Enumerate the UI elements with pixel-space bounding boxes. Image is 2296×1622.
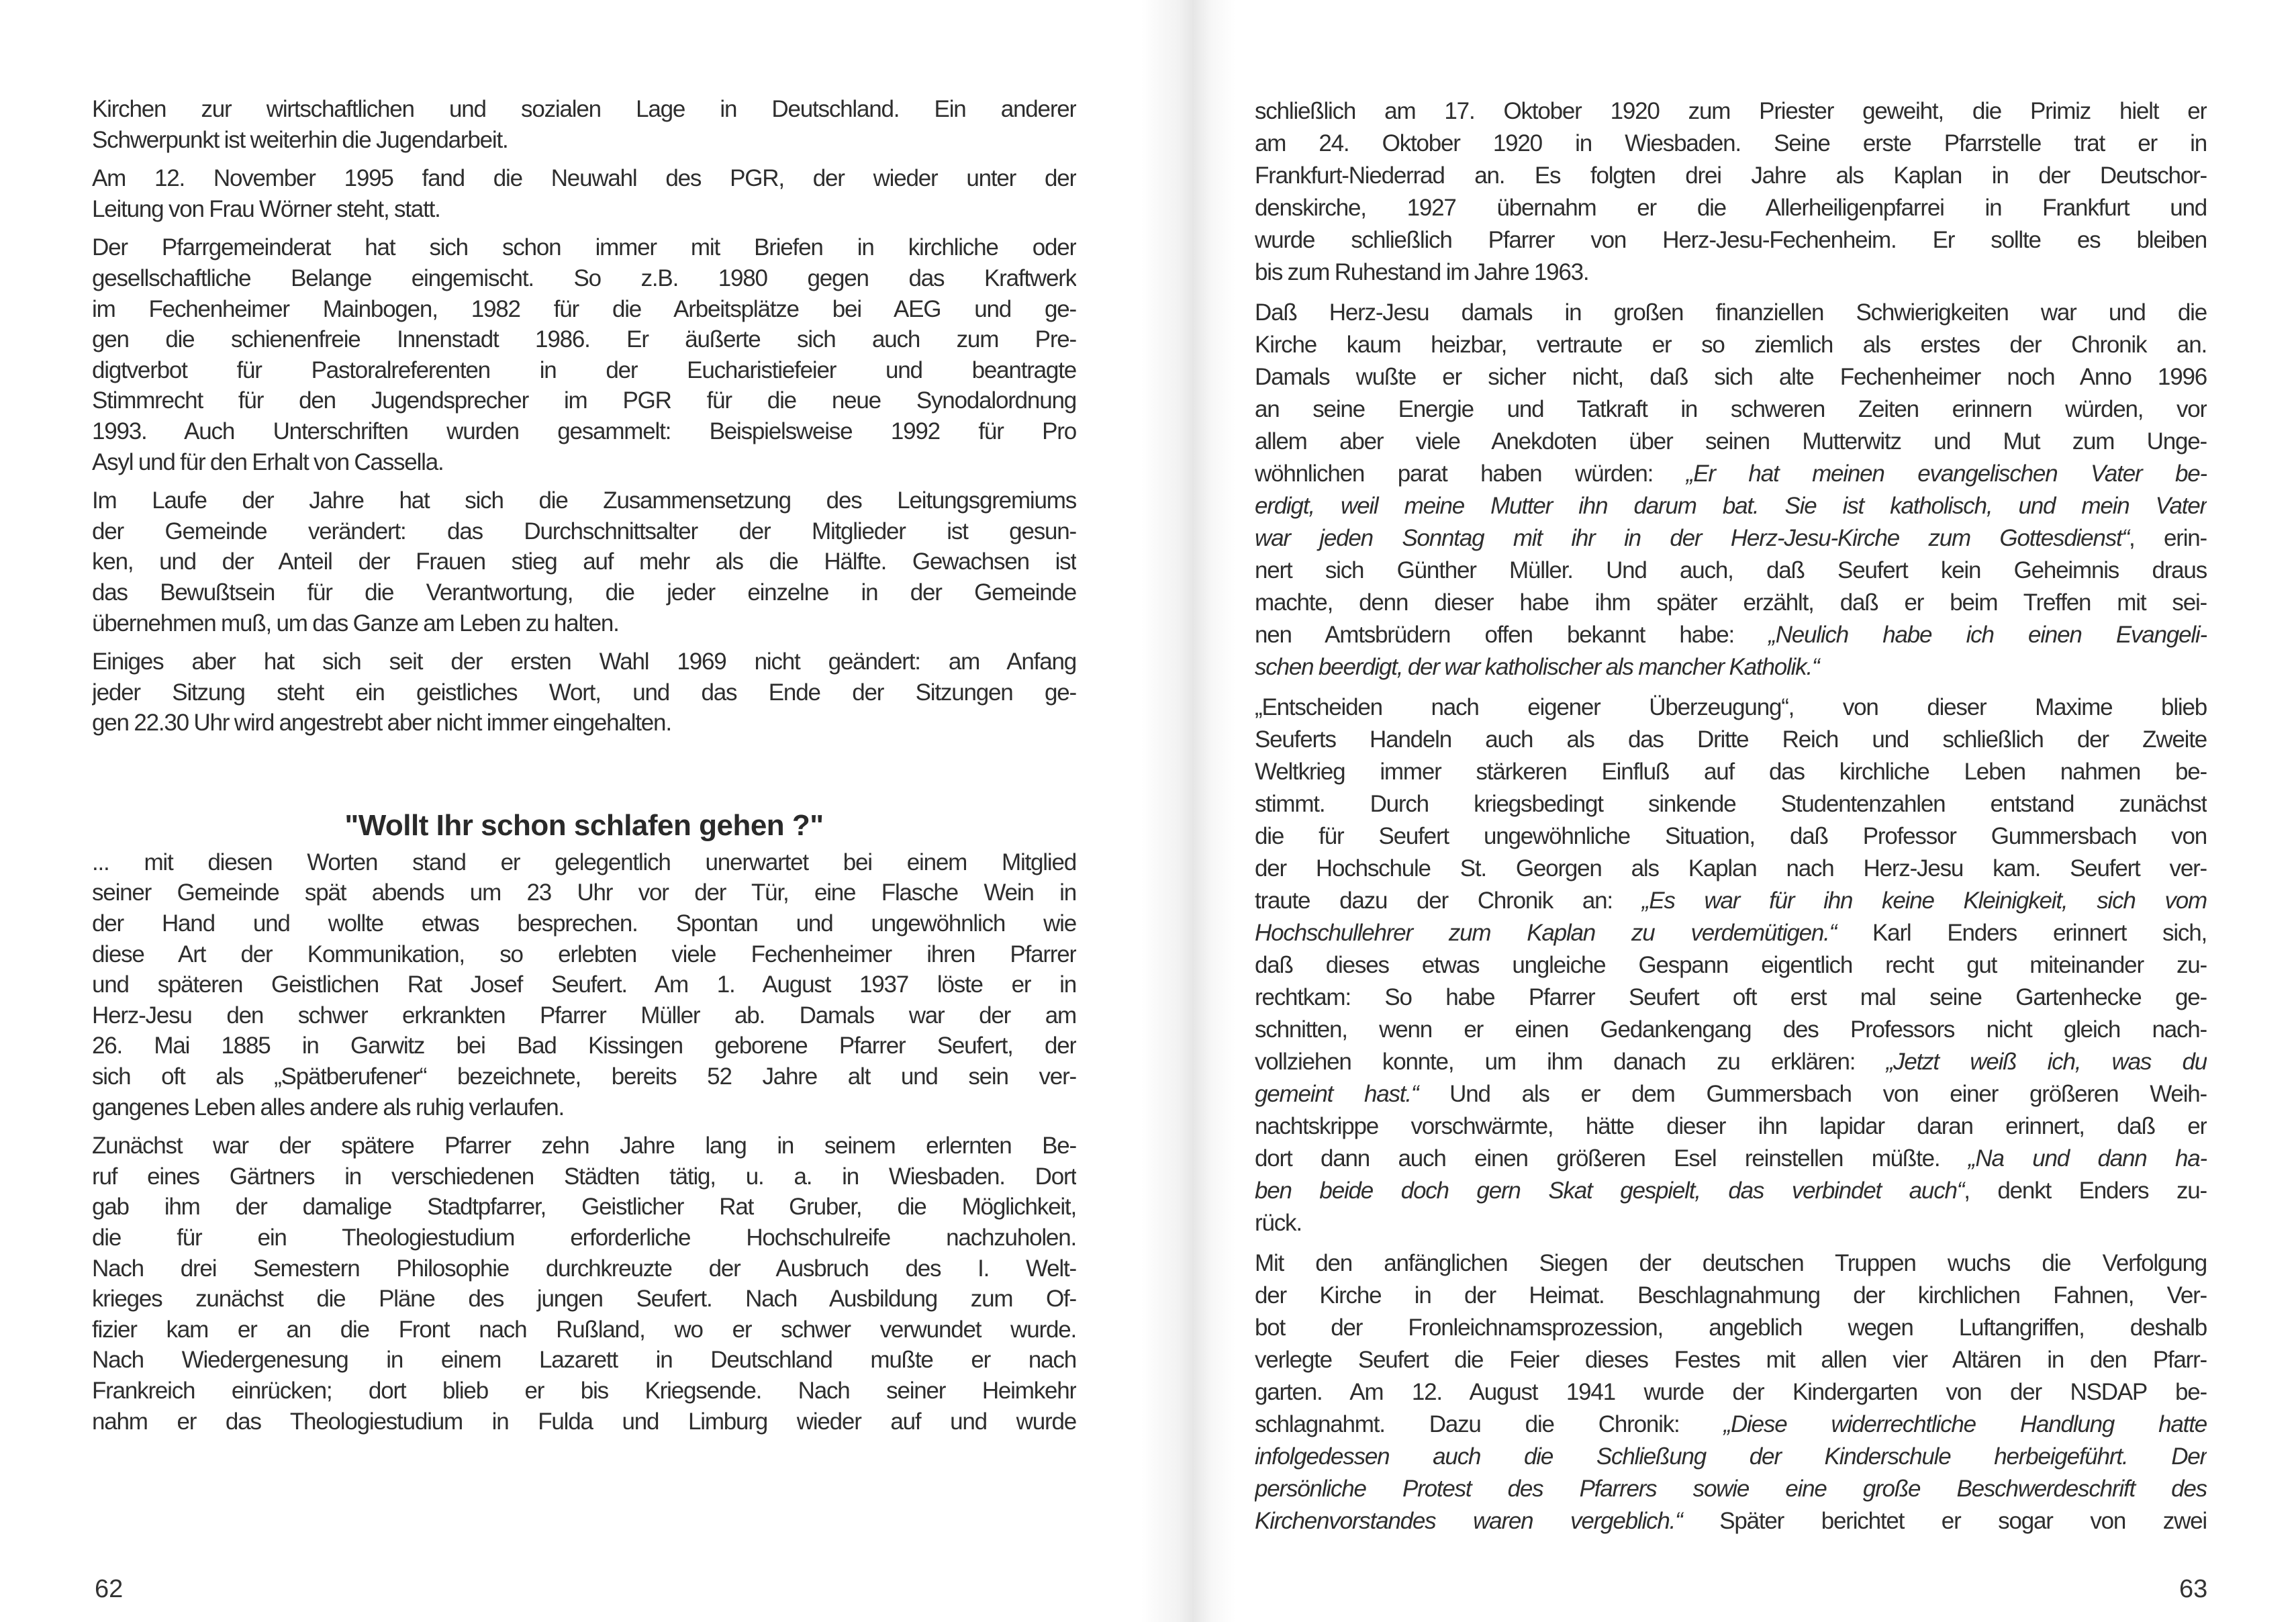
text-line: verlegte Seufert die Feier dieses Festes mit allen vier Altären in den Pfarr- [1255,1347,2207,1373]
text-line: Kirchen zur wirtschaftlichen und sozialen Lage in Deutschland. Ein anderer [92,96,1076,122]
text-line: 1993. Auch Unterschriften wurden gesammelt: Beispielsweise 1992 für Pro [92,418,1076,444]
text-line [1255,490,2207,522]
text-line: Herz-Jesu den schwer erkrankten Pfarrer Müller ab. Damals war der am [92,1002,1076,1029]
text-line: Damals wußte er sicher nicht, daß sich alte Fechenheimer noch Anno 1996 [1255,364,2207,390]
text-line: Daß Herz-Jesu damals in großen finanziellen Schwierigkeiten war und die [1255,299,2207,326]
text-line: gen die schienenfreie Innenstadt 1986. Er äußerte sich auch zum Pre- [92,326,1076,353]
text-line: wurde schließlich Pfarrer von Herz-Jesu-Fechenheim. Er sollte es bleiben [1255,227,2207,253]
text-line: Im Laufe der Jahre hat sich die Zusammensetzung des Leitungsgremiums [92,487,1076,514]
quoted-chronicle-text: persönliche Protest des Pfarrers sowie eine große Beschwerdeschrift des [1255,1476,2207,1502]
paragraph [92,163,1076,224]
text-line: Zunächst war der spätere Pfarrer zehn Jahre lang in seinem erlernten Be- [92,1133,1076,1159]
text-line: jeder Sitzung steht ein geistliches Wort, und das Ende der Sitzungen ge- [92,679,1076,706]
text-line: das Bewußtsein für die Verantwortung, die jeder einzelne in der Gemeinde [92,579,1076,606]
paragraph [92,847,1076,1123]
text-line: denskirche, 1927 übernahm er die Allerheiligenpfarrei in Frankfurt und [1255,195,2207,221]
text-line: nahm er das Theologiestudium in Fulda und Limburg wieder auf und wurde [92,1408,1076,1435]
quoted-chronicle-text: Hochschullehrer zum Kaplan zu verdemütigen.“ [1255,920,1837,946]
text-line: die für Seufert ungewöhnliche Situation, daß Professor Gummersbach von [1255,823,2207,849]
text-line: Seuferts Handeln auch als das Dritte Reich und schließlich der Zweite [1255,726,2207,753]
quoted-chronicle-text: „Es war für ihn keine Kleinigkeit, sich vom [1641,888,2207,914]
left-page [0,0,1141,1622]
text-line: ken, und der Anteil der Frauen stieg auf mehr als die Hälfte. Gewachsen ist [92,548,1076,575]
quoted-chronicle-text: erdigt, weil meine Mutter ihn darum bat. Sie ist katholisch, und mein Vater [1255,493,2207,519]
text-line: diese Art der Kommunikation, so erlebten viele Fechenheimer ihren Pfarrer [92,941,1076,967]
right-page-text [1255,95,2207,1545]
quoted-chronicle-text: „Jetzt weiß ich, was du [1886,1049,2207,1075]
text-line: gangenes Leben alles andere als ruhig verlaufen. [92,1094,565,1120]
text-line: 26. Mai 1885 in Garwitz bei Bad Kissingen geborene Pfarrer Seufert, der [92,1033,1076,1059]
quoted-chronicle-text: „Diese widerrechtliche Handlung hatte [1723,1411,2207,1437]
text-line: am 24. Oktober 1920 in Wiesbaden. Seine erste Pfarrstelle trat er in [1255,130,2207,156]
text-line: an seine Energie und Tatkraft in schweren Zeiten erinnern würden, vor [1255,396,2207,422]
quoted-chronicle-text: Kirchenvorstandes waren vergeblich.“ [1255,1508,1682,1534]
text-line: Frankreich einrücken; dort blieb er bis Kriegsende. Nach seiner Heimkehr [92,1377,1076,1404]
quoted-chronicle-text: „Neulich habe ich einen Evangeli- [1768,622,2207,648]
text-line: nen Amtsbrüdern offen bekannt habe: „Neulich habe ich einen Evangeli- [1255,622,2207,648]
paragraph [92,485,1076,638]
text-line: digtverbot für Pastoralreferenten in der Eucharistiefeier und beantragte [92,356,1076,383]
text-line: Am 12. November 1995 fand die Neuwahl des PGR, der wieder unter der [92,165,1076,192]
text-line: ruf eines Gärtners in verschiedenen Städten tätig, u. a. in Wiesbaden. Dort [92,1163,1076,1190]
text-line: ... mit diesen Worten stand er gelegentlich unerwartet bei einem Mitglied [92,849,1076,875]
text-line: fizier kam er an die Front nach Rußland, wo er schwer verwundet wurde. [92,1316,1076,1343]
text-line: die für ein Theologiestudium erforderliche Hochschulreife nachzuholen. [92,1225,1076,1251]
text-line: Kirche kaum heizbar, vertraute er so ziemlich als erstes der Chronik an. [1255,332,2207,358]
text-line: gesellschaftliche Belange eingemischt. So z.B. 1980 gegen das Kraftwerk [92,265,1076,291]
text-line: im Fechenheimer Mainbogen, 1982 für die Arbeitsplätze bei AEG und ge- [92,295,1076,322]
text-line [1255,1473,2207,1505]
text-line: traute dazu der Chronik an: „Es war für ihn keine Kleinigkeit, sich vom [1255,888,2207,914]
text-line: Stimmrecht für den Jugendsprecher im PGR für die neue Synodalordnung [92,387,1076,414]
text-line: Einiges aber hat sich seit der ersten Wahl 1969 nicht geändert: am Anfang [92,649,1076,675]
text-line: Leitung von Frau Wörner steht, statt. [92,195,440,222]
quoted-chronicle-text: „Na und dann ha- [1968,1145,2207,1172]
text-line: bis zum Ruhestand im Jahre 1963. [1255,259,1589,285]
text-line: Schwerpunkt ist weiterhin die Jugendarbeit. [92,126,508,153]
paragraph [1255,297,2207,683]
text-line: ben beide doch gern Skat gespielt, das verbindet auch“, denkt Enders zu- [1255,1178,2207,1204]
text-line [1255,651,2207,683]
text-line: bot der Fronleichnamsprozession, angeblich wegen Luftangriffen, deshalb [1255,1315,2207,1341]
text-line: stimmt. Durch kriegsbedingt sinkende Studentenzahlen entstand zunächst [1255,791,2207,817]
paragraph [92,647,1076,738]
text-line: Frankfurt-Niederrad an. Es folgten drei Jahre als Kaplan in der Deutschor- [1255,162,2207,189]
paragraph [92,232,1076,477]
text-line: daß dieses etwas ungleiche Gespann eigentlich recht gut miteinander zu- [1255,952,2207,978]
quoted-chronicle-text: gemeint hast.“ [1255,1081,1419,1107]
text-line: schlagnahmt. Dazu die Chronik: „Diese widerrechtliche Handlung hatte [1255,1411,2207,1437]
text-line: der Hand und wollte etwas besprechen. Spontan und ungewöhnlich wie [92,910,1076,937]
text-line: Nach Wiedergenesung in einem Lazarett in Deutschland mußte er nach [92,1347,1076,1374]
left-paragraphs-before-heading [92,94,1076,738]
text-line: schließlich am 17. Oktober 1920 zum Priester geweiht, die Primiz hielt er [1255,98,2207,124]
quoted-chronicle-text: „Er hat meinen evangelischen Vater be- [1686,461,2207,487]
quoted-chronicle-text: infolgedessen auch die Schließung der Kinderschule herbeigeführt. Der [1255,1443,2207,1470]
quoted-chronicle-text: schen beerdigt, der war katholischer als mancher Katholik.“ [1255,654,1819,680]
text-line: „Entscheiden nach eigener Überzeugung“, von dieser Maxime blieb [1255,694,2207,720]
text-line: gab ihm der damalige Stadtpfarrer, Geistlicher Rat Gruber, die Möglichkeit, [92,1194,1076,1221]
text-line: vollziehen konnte, um ihm danach zu erklären: „Jetzt weiß ich, was du [1255,1049,2207,1075]
quoted-chronicle-text: war jeden Sonntag mit ihr in der Herz-Jesu-Kirche zum Gottesdienst“ [1255,525,2129,551]
text-line: rück. [1255,1210,1302,1236]
text-line: dort dann auch einen größeren Esel reinstellen müßte. „Na und dann ha- [1255,1145,2207,1172]
text-line: gemeint hast.“ Und als er dem Gummersbach von einer größeren Weih- [1255,1081,2207,1107]
text-line: Kirchenvorstandes waren vergeblich.“ Später berichtet er sogar von zwei [1255,1508,2207,1534]
text-line: Der Pfarrgemeinderat hat sich schon immer mit Briefen in kirchliche oder [92,234,1076,261]
text-line: Hochschullehrer zum Kaplan zu verdemütigen.“ Karl Enders erinnert sich, [1255,920,2207,946]
text-line: Mit den anfänglichen Siegen der deutschen Truppen wuchs die Verfolgung [1255,1250,2207,1276]
text-line: der Kirche in der Heimat. Beschlagnahmung der kirchlichen Fahnen, Ver- [1255,1282,2207,1308]
text-line: krieges zunächst die Pläne des jungen Seufert. Nach Ausbildung zum Of- [92,1286,1076,1313]
text-line: schnitten, wenn er einen Gedankengang des Professors nicht gleich nach- [1255,1016,2207,1043]
paragraph [1255,95,2207,289]
text-line: machte, denn dieser habe ihm später erzählt, daß er beim Treffen mit sei- [1255,589,2207,616]
text-line: Asyl und für den Erhalt von Cassella. [92,448,444,475]
text-line: nert sich Günther Müller. Und auch, daß Seufert kein Geheimnis draus [1255,557,2207,583]
text-line: gen 22.30 Uhr wird angestrebt aber nicht immer eingehalten. [92,710,671,736]
paragraph [1255,691,2207,1239]
paragraph [92,94,1076,155]
right-page [1141,0,2296,1622]
page-number-left: 62 [95,1575,124,1603]
text-line: Weltkrieg immer stärkeren Einfluß auf das kirchliche Leben nahmen be- [1255,759,2207,785]
section-heading: "Wollt Ihr schon schlafen gehen ?" [344,808,824,842]
quoted-chronicle-text: ben beide doch gern Skat gespielt, das verbindet auch“ [1255,1178,1964,1204]
text-line: und späteren Geistlichen Rat Josef Seufert. Am 1. August 1937 löste er in [92,971,1076,998]
text-line: seiner Gemeinde spät abends um 23 Uhr vor der Tür, eine Flasche Wein in [92,879,1076,906]
text-line: nachtskrippe vorschwärmte, hätte dieser ihn lapidar daran erinnert, daß er [1255,1113,2207,1139]
text-line: sich oft als „Spätberufener“ bezeichnete, bereits 52 Jahre alt und sein ver- [92,1063,1076,1090]
text-line [1255,1441,2207,1473]
page-number-right: 63 [2179,1575,2208,1603]
text-line: der Gemeinde verändert: das Durchschnittsalter der Mitglieder ist gesun- [92,518,1076,544]
text-line: der Hochschule St. Georgen als Kaplan nach Herz-Jesu kam. Seufert ver- [1255,855,2207,881]
text-line: allem aber viele Anekdoten über seinen Mutterwitz und Mut zum Unge- [1255,428,2207,455]
paragraph [92,1131,1076,1437]
left-page-text [92,94,1076,1445]
text-line: Nach drei Semestern Philosophie durchkreuzte der Ausbruch des I. Welt- [92,1255,1076,1282]
paragraph [1255,1247,2207,1537]
text-line: übernehmen muß, um das Ganze am Leben zu halten. [92,610,619,636]
text-line: wöhnlichen parat haben würden: „Er hat meinen evangelischen Vater be- [1255,461,2207,487]
text-line: war jeden Sonntag mit ihr in der Herz-Jesu-Kirche zum Gottesdienst“, erin- [1255,525,2207,551]
left-paragraphs-after-heading [92,847,1076,1437]
text-line: rechtkam: So habe Pfarrer Seufert oft erst mal seine Gartenhecke ge- [1255,984,2207,1010]
text-line: garten. Am 12. August 1941 wurde der Kindergarten von der NSDAP be- [1255,1379,2207,1405]
